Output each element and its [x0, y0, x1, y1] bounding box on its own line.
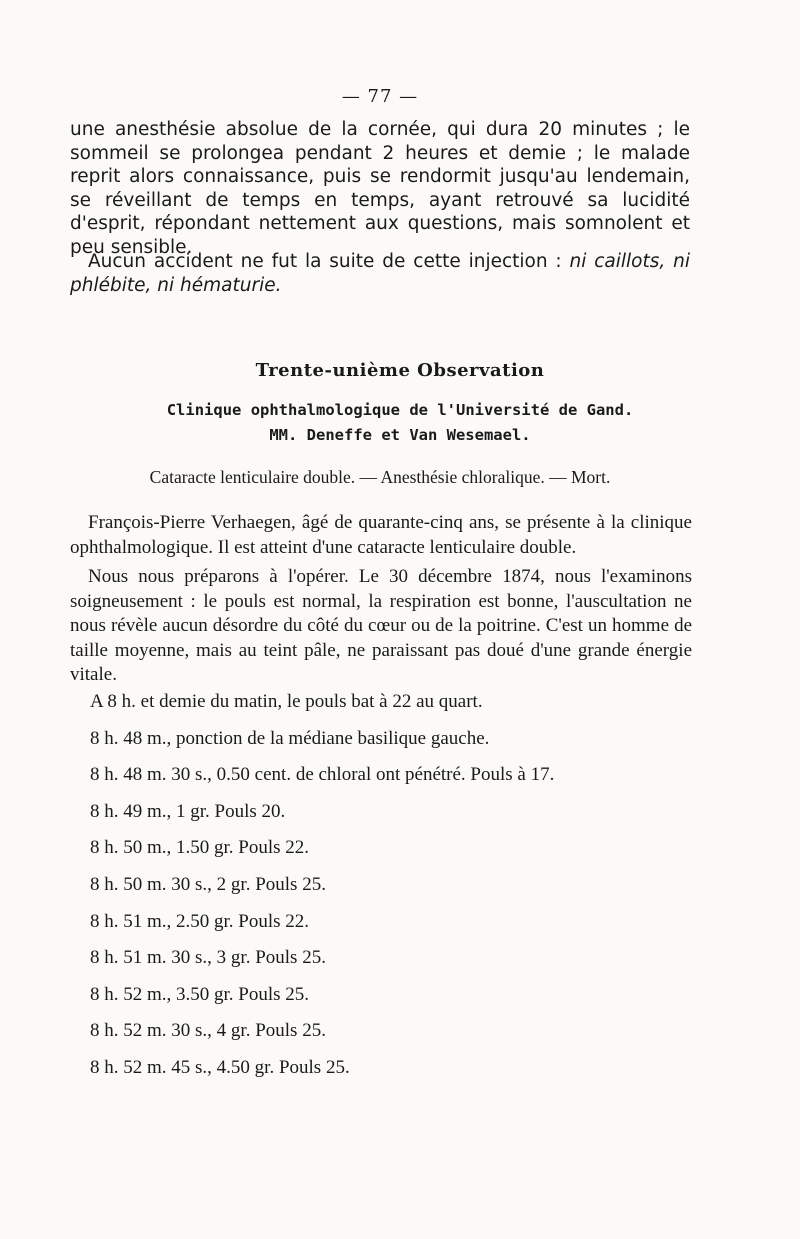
observation-authors: MM. Deneffe et Van Wesemael.: [269, 426, 531, 444]
case-exam-paragraph: Nous nous préparons à l'opérer. Le 30 décembre 1874, nous l'examinons soigneusement : le pouls est normal, la respiration est bonne, l'auscultation ne nous révèle aucun désordre du côté du cœur ou de la poitrine. C'est un homme de taille moyenne, mais au teint pâle, ne paraissant pas doué d'une grande énergie vitale.: [70, 566, 692, 685]
timeline-entry: 8 h. 50 m. 30 s., 2 gr. Pouls 25.: [90, 873, 326, 895]
timeline-entry: 8 h. 51 m. 30 s., 3 gr. Pouls 25.: [90, 947, 326, 969]
page-number: — 77 —: [341, 86, 419, 107]
timeline-entry: 8 h. 52 m., 3.50 gr. Pouls 25.: [90, 983, 310, 1005]
observation-clinic: Clinique ophthalmologique de l'Université de Gand.: [166, 401, 634, 419]
timeline-list: [90, 690, 690, 1093]
timeline-entry: 8 h. 50 m., 1.50 gr. Pouls 22.: [90, 837, 310, 859]
paragraph-accident: [70, 250, 690, 297]
timeline-entry: 8 h. 49 m., 1 gr. Pouls 20.: [90, 800, 286, 822]
paragraph-accident-text: Aucun accident ne fut la suite de cette injection :: [88, 251, 570, 272]
timeline-entry: 8 h. 52 m. 45 s., 4.50 gr. Pouls 25.: [90, 1056, 350, 1078]
timeline-entry: 8 h. 48 m. 30 s., 0.50 cent. de chloral ont pénétré. Pouls à 17.: [90, 764, 555, 786]
timeline-entry: A 8 h. et demie du matin, le pouls bat à 22 au quart.: [90, 691, 483, 712]
paragraph-accident-emphasis: ni caillots, ni phlébite, ni hématurie.: [70, 251, 690, 296]
observation-title: Trente-unième Observation: [255, 360, 545, 381]
timeline-entry: 8 h. 48 m., ponction de la médiane basilique gauche.: [90, 727, 490, 749]
timeline-entry: 8 h. 52 m. 30 s., 4 gr. Pouls 25.: [90, 1020, 326, 1042]
case-summary: Cataracte lenticulaire double. — Anesthésie chloralique. — Mort.: [149, 467, 611, 487]
paragraph-continuation: une anesthésie absolue de la cornée, qui dura 20 minutes ; le sommeil se prolongea pendant 2 heures et demie ; le malade reprit alors connaissance, puis se rendormit jusqu'au lendemain, se réveillant de temps en temps, ayant retrouvé sa lucidité d'esprit, répondant nettement aux questions, mais somnolent et peu sensible.: [70, 119, 690, 258]
case-intro-paragraph: François-Pierre Verhaegen, âgé de quarante-cinq ans, se présente à la clinique ophthalmologique. Il est atteint d'une cataracte lenticulaire double.: [70, 512, 692, 558]
timeline-entry: 8 h. 51 m., 2.50 gr. Pouls 22.: [90, 910, 310, 932]
